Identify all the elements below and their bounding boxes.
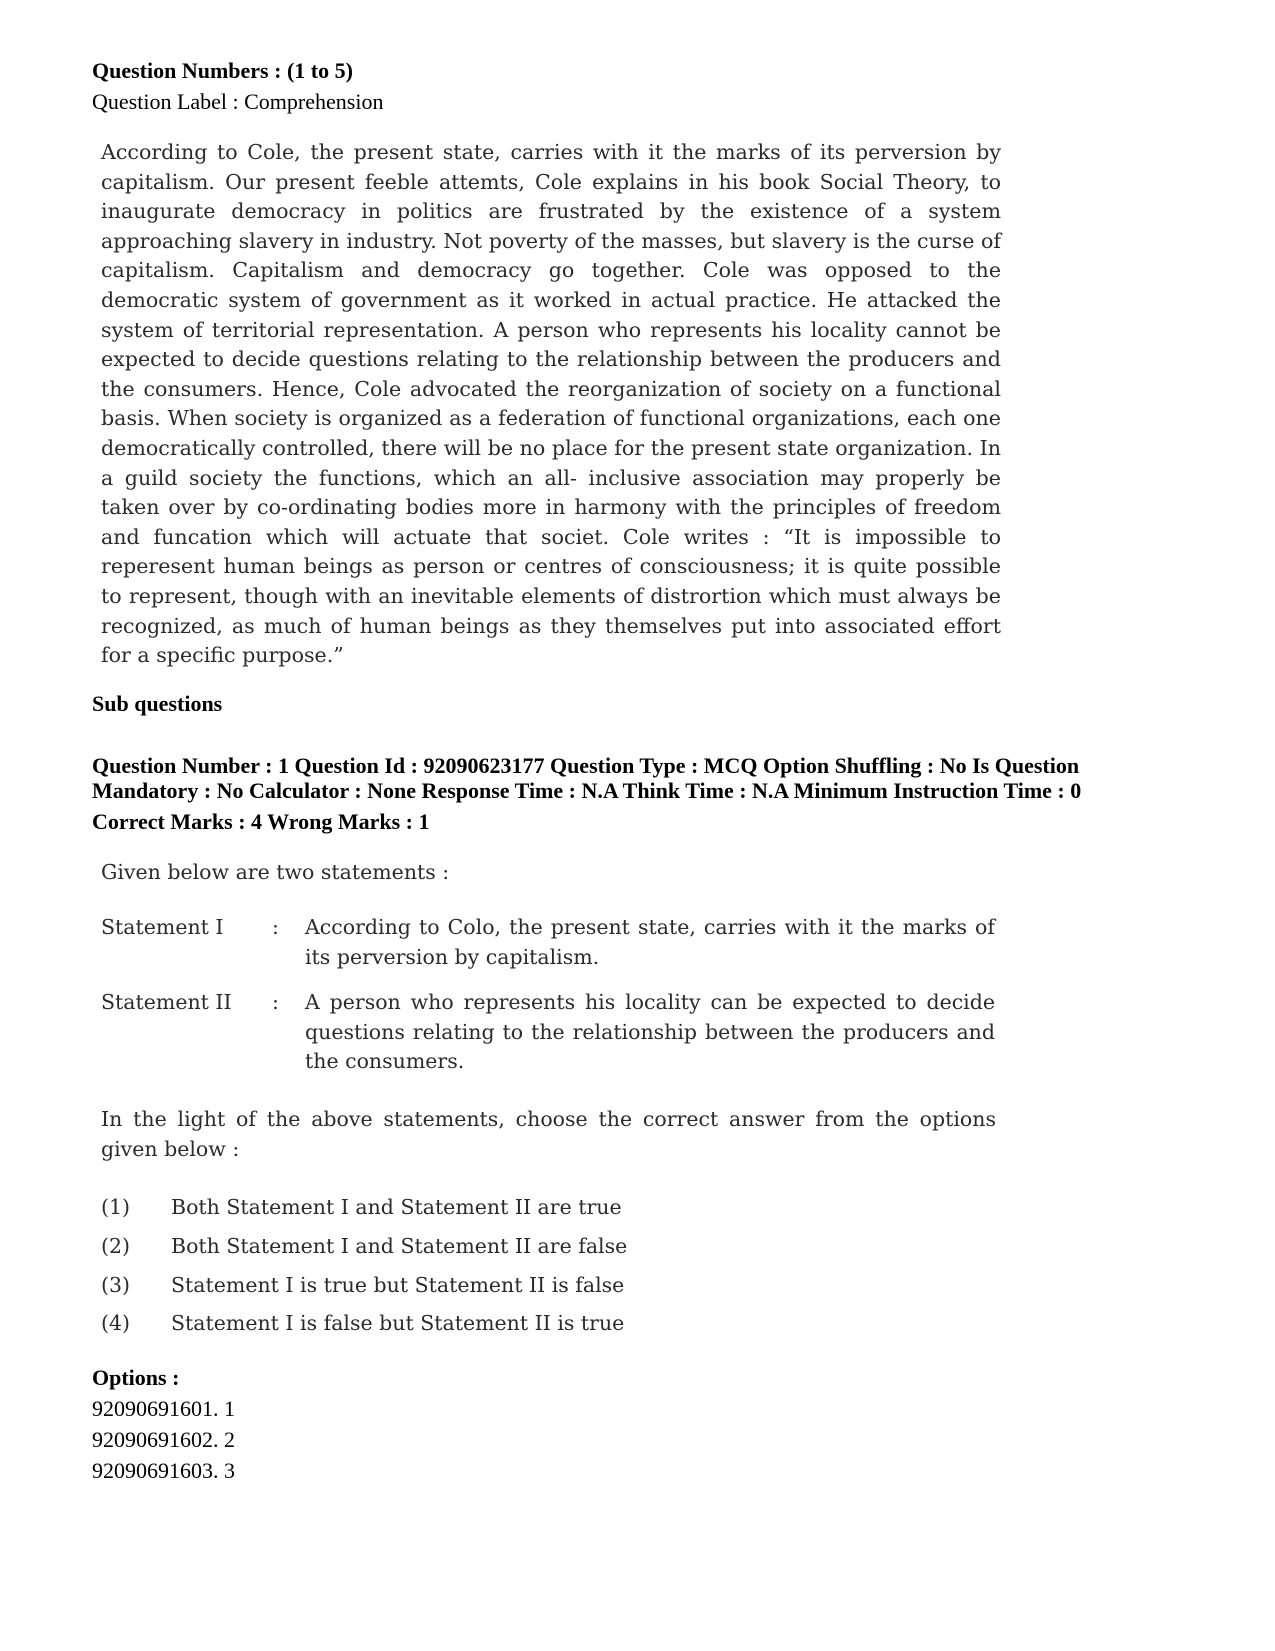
question-label: Question Label : Comprehension [92,89,384,114]
choice-number: (3) [101,1273,131,1297]
question-numbers: Question Numbers : (1 to 5) [92,58,353,83]
sub-questions-heading: Sub questions [92,691,223,716]
question-meta-line-1: Question Number : 1 Question Id : 92090623177 Question Type : MCQ Option Shuffling : No Is Question [92,753,1080,778]
statement-text: A person who represents his locality can be expected to decide questions relating to the relationship between the producers and the consumers. [305,990,995,1073]
choice-number: (1) [101,1195,131,1219]
choice-text: Both Statement I and Statement II are false [171,1234,628,1258]
choice-number: (2) [101,1234,131,1258]
statement-text: According to Colo, the present state, carries with it the marks of its perversion by capitalism. [305,915,995,969]
option-item: 92090691601. 1 [92,1396,235,1421]
answer-choice [101,1232,627,1260]
answer-choice [101,1309,624,1337]
answer-choice [101,1271,624,1299]
comprehension-passage: According to Cole, the present state, carries with it the marks of its perversion by capitalism. Our present feeble attemts, Cole explains in his book Social Theory, to inaugurate democracy in politics are frustrated by the existence of a system approaching slavery in industry. Not poverty of the masses, but slavery is the curse of capitalism. Capitalism and democracy go together. Cole was opposed to the democratic system of government as it worked in actual practice. He attacked the system of territorial representation. A person who represents his locality cannot be expected to decide questions relating to the relationship between the producers and the consumers. Hence, Cole advocated the reorganization of society on a functional basis. When society is organized as a federation of functional organizations, each one democratically controlled, there will be no place for the present state organization. In a guild society the functions, which an all- inclusive association may properly be taken over by co-ordinating bodies more in harmony with the principles of freedom and funcation which will actuate that societ. Cole writes : “It is impossible to reperesent human beings as person or centres of consciousness; it is quite possible to represent, though with an inevitable elements of distrortion which must always be recognized, as much of human beings as they themselves put into associated effort for a specific purpose.” [101,140,1001,668]
option-item: 92090691602. 2 [92,1427,235,1452]
question-marks: Correct Marks : 4 Wrong Marks : 1 [92,809,430,834]
choice-text: Statement I is true but Statement II is false [171,1273,625,1297]
statement-label: Statement II [101,990,232,1014]
question-meta-line-2: Mandatory : No Calculator : None Response Time : N.A Think Time : N.A Minimum Instruction Time : 0 [92,778,1082,803]
question-intro: Given below are two statements : [101,860,450,884]
choice-text: Both Statement I and Statement II are true [171,1195,622,1219]
statement-colon: : [272,915,279,939]
options-heading: Options : [92,1365,180,1390]
option-item: 92090691603. 3 [92,1458,235,1483]
question-instruction: In the light of the above statements, choose the correct answer from the options given below : [101,1107,996,1161]
answer-choice [101,1193,622,1221]
statement-colon: : [272,990,279,1014]
choice-number: (4) [101,1311,131,1335]
statement-label: Statement I [101,915,224,939]
choice-text: Statement I is false but Statement II is true [171,1311,625,1335]
